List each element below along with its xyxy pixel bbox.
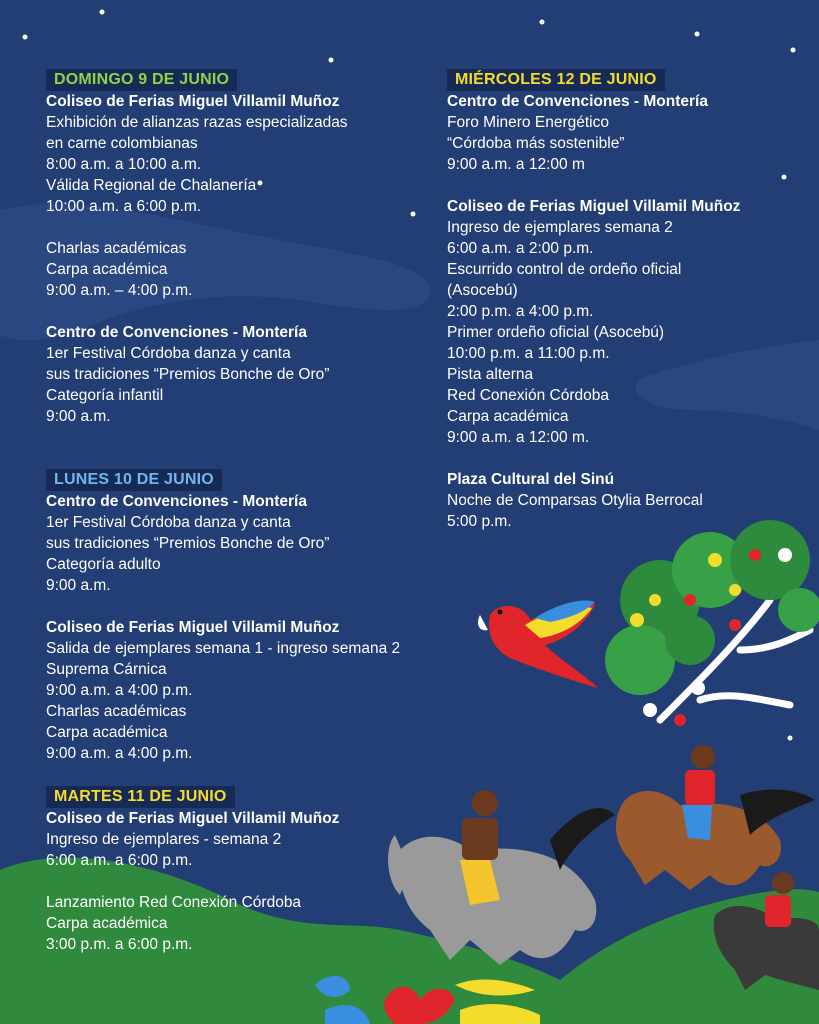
event-block — [46, 322, 348, 427]
event-time: 5:00 p.m. — [447, 513, 512, 530]
event-line: Carpa académica — [46, 724, 168, 741]
day-section-10-junio — [46, 469, 400, 764]
event-line: Categoría infantil — [46, 387, 164, 404]
day-section-11-junio — [46, 786, 339, 955]
venue-name: Centro de Convenciones - Montería — [46, 493, 307, 510]
event-line: Charlas académicas — [46, 703, 187, 720]
event-block — [46, 238, 348, 301]
event-line: (Asocebú) — [447, 282, 518, 299]
horse-rider-brown — [616, 745, 815, 890]
event-line: en carne colombianas — [46, 135, 198, 152]
event-time: 9:00 a.m. a 4:00 p.m. — [46, 682, 193, 699]
event-time: 9:00 a.m. – 4:00 p.m. — [46, 282, 193, 299]
event-line: Categoría adulto — [46, 556, 161, 573]
event-line: Charlas académicas — [46, 240, 187, 257]
event-time: 3:00 p.m. a 6:00 p.m. — [46, 936, 193, 953]
day-title: LUNES 10 DE JUNIO — [46, 469, 222, 491]
event-line: Lanzamiento Red Conexión Córdoba — [46, 894, 302, 911]
event-line: Exhibición de alianzas razas especializadas — [46, 114, 348, 131]
day-title: MIÉRCOLES 12 DE JUNIO — [447, 69, 665, 91]
event-time: 8:00 a.m. a 10:00 a.m. — [46, 156, 202, 173]
day-title: MARTES 11 DE JUNIO — [46, 786, 235, 808]
venue-name: Centro de Convenciones - Montería — [447, 93, 708, 110]
event-line: “Córdoba más sostenible” — [447, 135, 625, 152]
event-line: sus tradiciones “Premios Bonche de Oro” — [46, 535, 330, 552]
event-line: Ingreso de ejemplares semana 2 — [447, 219, 673, 236]
event-line: Válida Regional de Chalanería — [46, 177, 257, 194]
event-time: 9:00 a.m. — [46, 408, 111, 425]
event-line: Pista alterna — [447, 366, 534, 383]
event-line: Escurrido control de ordeño oficial — [447, 261, 682, 278]
event-line: sus tradiciones “Premios Bonche de Oro” — [46, 366, 330, 383]
event-line: Suprema Cárnica — [46, 661, 167, 678]
event-line: Primer ordeño oficial (Asocebú) — [447, 324, 665, 341]
day-section-12-junio — [447, 69, 740, 532]
event-line: Red Conexión Córdoba — [447, 387, 609, 404]
event-block — [46, 892, 339, 955]
event-time: 6:00 a.m. a 6:00 p.m. — [46, 852, 193, 869]
venue-name: Coliseo de Ferias Miguel Villamil Muñoz — [46, 619, 340, 636]
event-block — [46, 91, 348, 217]
event-line: Carpa académica — [46, 915, 168, 932]
event-line: Noche de Comparsas Otylia Berrocal — [447, 492, 703, 509]
event-time: 9:00 a.m. a 12:00 m. — [447, 429, 590, 446]
event-time: 2:00 p.m. a 4:00 p.m. — [447, 303, 594, 320]
event-time: 6:00 a.m. a 2:00 p.m. — [447, 240, 594, 257]
day-section-9-junio — [46, 69, 348, 427]
tree-illustration — [605, 520, 819, 726]
event-time: 9:00 a.m. — [46, 577, 111, 594]
event-block — [46, 617, 400, 764]
event-line: 1er Festival Córdoba danza y canta — [46, 514, 291, 531]
event-block — [46, 808, 339, 871]
event-line: Carpa académica — [46, 261, 168, 278]
event-block — [46, 491, 400, 596]
event-line: 1er Festival Córdoba danza y canta — [46, 345, 291, 362]
event-time: 10:00 a.m. a 6:00 p.m. — [46, 198, 202, 215]
venue-name: Coliseo de Ferias Miguel Villamil Muñoz — [46, 810, 340, 827]
event-block — [447, 196, 740, 448]
event-block — [447, 469, 740, 532]
event-line: Foro Minero Energético — [447, 114, 609, 131]
event-time: 9:00 a.m. a 4:00 p.m. — [46, 745, 193, 762]
venue-name: Coliseo de Ferias Miguel Villamil Muñoz — [447, 198, 741, 215]
event-time: 10:00 p.m. a 11:00 p.m. — [447, 345, 610, 362]
event-block — [447, 91, 740, 175]
venue-name: Coliseo de Ferias Miguel Villamil Muñoz — [46, 93, 340, 110]
event-time: 9:00 a.m. a 12:00 m — [447, 156, 585, 173]
event-line: Ingreso de ejemplares - semana 2 — [46, 831, 282, 848]
event-line: Carpa académica — [447, 408, 569, 425]
venue-name: Plaza Cultural del Sinú — [447, 471, 615, 488]
event-line: Salida de ejemplares semana 1 - ingreso semana 2 — [46, 640, 401, 657]
parrot-illustration — [478, 601, 598, 688]
day-title: DOMINGO 9 DE JUNIO — [46, 69, 237, 91]
venue-name: Centro de Convenciones - Montería — [46, 324, 307, 341]
